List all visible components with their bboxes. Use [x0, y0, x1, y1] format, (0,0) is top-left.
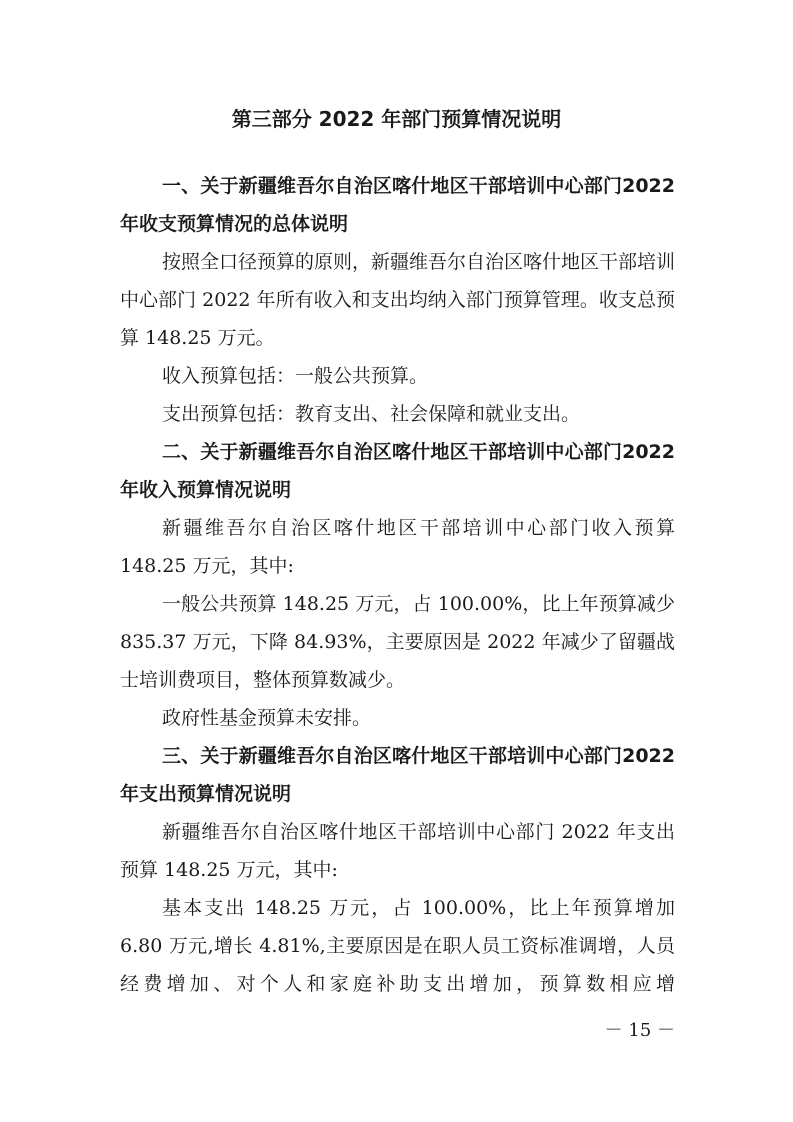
paragraph: 支出预算包括：教育支出、社会保障和就业支出。 [162, 403, 581, 425]
paragraph: 新疆维吾尔自治区喀什地区干部培训中心部门 2022 年支出预算 148.25 万元，其中: [120, 821, 675, 881]
paragraph: 基本支出 148.25 万元，占 100.00%，比上年预算增加 6.80 万元,增长 4.81%,主要原因是在职人员工资标准调增，人员经费增加、对个人和家庭补助支出增加，预算数相应增 [120, 897, 675, 995]
section-heading: 二、关于新疆维吾尔自治区喀什地区干部培训中心部门2022 年收入预算情况说明 [120, 441, 675, 501]
paragraph: 收入预算包括：一般公共预算。 [162, 365, 429, 387]
paragraph: 一般公共预算 148.25 万元，占 100.00%，比上年预算减少 835.37 万元，下降 84.93%，主要原因是 2022 年减少了留疆战士培训费项目，整体预算数减少。 [120, 593, 675, 691]
section-heading: 三、关于新疆维吾尔自治区喀什地区干部培训中心部门2022 年支出预算情况说明 [120, 745, 675, 805]
document-body [120, 167, 675, 1003]
section-income [120, 433, 675, 737]
paragraph: 按照全口径预算的原则，新疆维吾尔自治区喀什地区干部培训中心部门 2022 年所有收入和支出均纳入部门预算管理。收支总预算 148.25 万元。 [120, 251, 676, 349]
paragraph: 政府性基金预算未安排。 [162, 707, 372, 729]
paragraph: 新疆维吾尔自治区喀什地区干部培训中心部门收入预算 148.25 万元，其中: [120, 517, 675, 577]
section-expenditure [120, 737, 675, 1003]
section-overall [120, 167, 675, 433]
page-number: － 15 － [604, 1020, 675, 1041]
page-title: 第三部分 2022 年部门预算情况说明 [231, 107, 562, 131]
section-heading: 一、关于新疆维吾尔自治区喀什地区干部培训中心部门2022 年收支预算情况的总体说明 [120, 175, 675, 235]
